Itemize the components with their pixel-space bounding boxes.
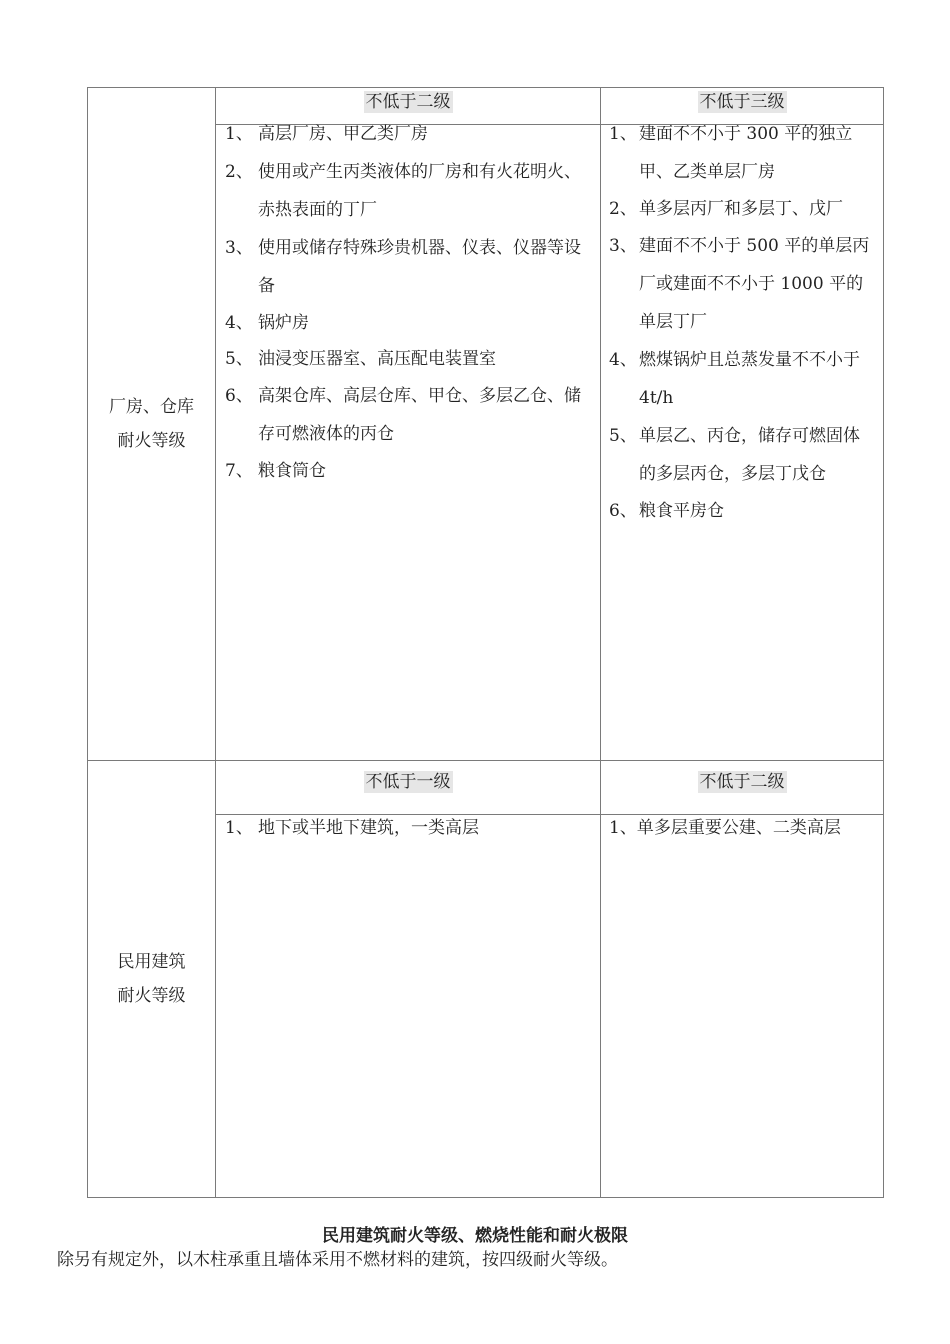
item-number: 1、 [225,818,253,838]
list-item [601,417,883,493]
item-text: 单层乙、丙仓，储存可燃固体的多层丙仓，多层丁戊仓 [639,426,860,484]
requirement-list [216,125,600,489]
item-text: 粮食平房仓 [639,501,724,521]
column-header [601,761,883,815]
table-row-factory [88,88,883,761]
item-text: 高架仓库、高层仓库、甲仓、多层乙仓、储存可燃液体的丙仓 [258,386,581,444]
item-text: 燃煤锅炉且总蒸发量不不小于 4t/h [639,350,860,408]
requirement-list [216,815,600,847]
item-number: 3、 [225,238,253,258]
list-item [601,493,883,529]
row-label-line: 耐火等级 [117,986,186,1006]
item-number: 5、 [225,349,253,369]
list-item [216,305,600,341]
column-header-text: 不低于二级 [365,92,451,112]
table-caption: 民用建筑耐火等级、燃烧性能和耐火极限 [322,1226,628,1246]
item-number: 3、 [609,236,637,256]
row-label-line: 民用建筑 [117,952,186,972]
item-number: 7、 [225,461,253,481]
item-text: 使用或储存特殊珍贵机器、仪表、仪器等设备 [258,238,581,296]
item-number: 1、 [225,124,253,144]
item-number: 1、 [609,124,637,144]
list-item [601,341,883,417]
item-text: 建面不不小于 300 平的独立甲、乙类单层厂房 [639,124,853,182]
list-item [216,809,600,847]
column-header-text: 不低于一级 [365,772,451,792]
column-grade-2 [601,761,883,1197]
row-label [118,945,186,1013]
list-item [216,115,600,153]
list-item [601,191,883,227]
item-number: 6、 [225,386,253,406]
column-header [216,761,600,815]
list-item [216,453,600,489]
row-label-cell [88,761,216,1197]
list-item [601,227,883,341]
item-text: 单多层丙厂和多层丁、戊厂 [639,199,843,219]
item-number: 4、 [609,350,637,370]
row-label-line: 厂房、仓库 [109,397,194,417]
requirement-list [601,815,883,847]
item-text: 锅炉房 [258,313,309,333]
column-grade-2 [216,88,601,760]
item-number: 5、 [609,426,637,446]
item-number: 6、 [609,501,637,521]
table-row-civil [88,761,883,1197]
item-text: 粮食筒仓 [258,461,326,481]
item-number: 2、 [609,199,637,219]
column-grade-1 [216,761,601,1197]
list-item [216,341,600,377]
item-text: 建面不不小于 500 平的单层丙厂或建面不不小于 1000 平的单层丁厂 [639,236,870,332]
list-item [216,229,600,305]
body-note: 除另有规定外，以木柱承重且墙体采用不燃材料的建筑，按四级耐火等级。 [57,1250,618,1270]
item-text: 油浸变压器室、高压配电装置室 [258,349,496,369]
list-item [601,115,883,191]
item-text: 使用或产生丙类液体的厂房和有火花明火、赤热表面的丁厂 [258,162,581,220]
column-header-text: 不低于三级 [699,92,785,112]
row-label-line: 耐火等级 [117,431,186,451]
column-header-text: 不低于二级 [699,772,785,792]
row-label [109,390,194,458]
list-item [601,809,883,847]
item-text: 高层厂房、甲乙类厂房 [258,124,428,144]
column-grade-3 [601,88,883,760]
item-text: 地下或半地下建筑，一类高层 [258,818,479,838]
row-label-cell [88,88,216,760]
item-number: 4、 [225,313,253,333]
item-text: 1、单多层重要公建、二类高层 [609,818,841,838]
fire-rating-table [87,87,884,1198]
item-number: 2、 [225,162,253,182]
list-item [216,153,600,229]
list-item [216,377,600,453]
requirement-list [601,125,883,529]
